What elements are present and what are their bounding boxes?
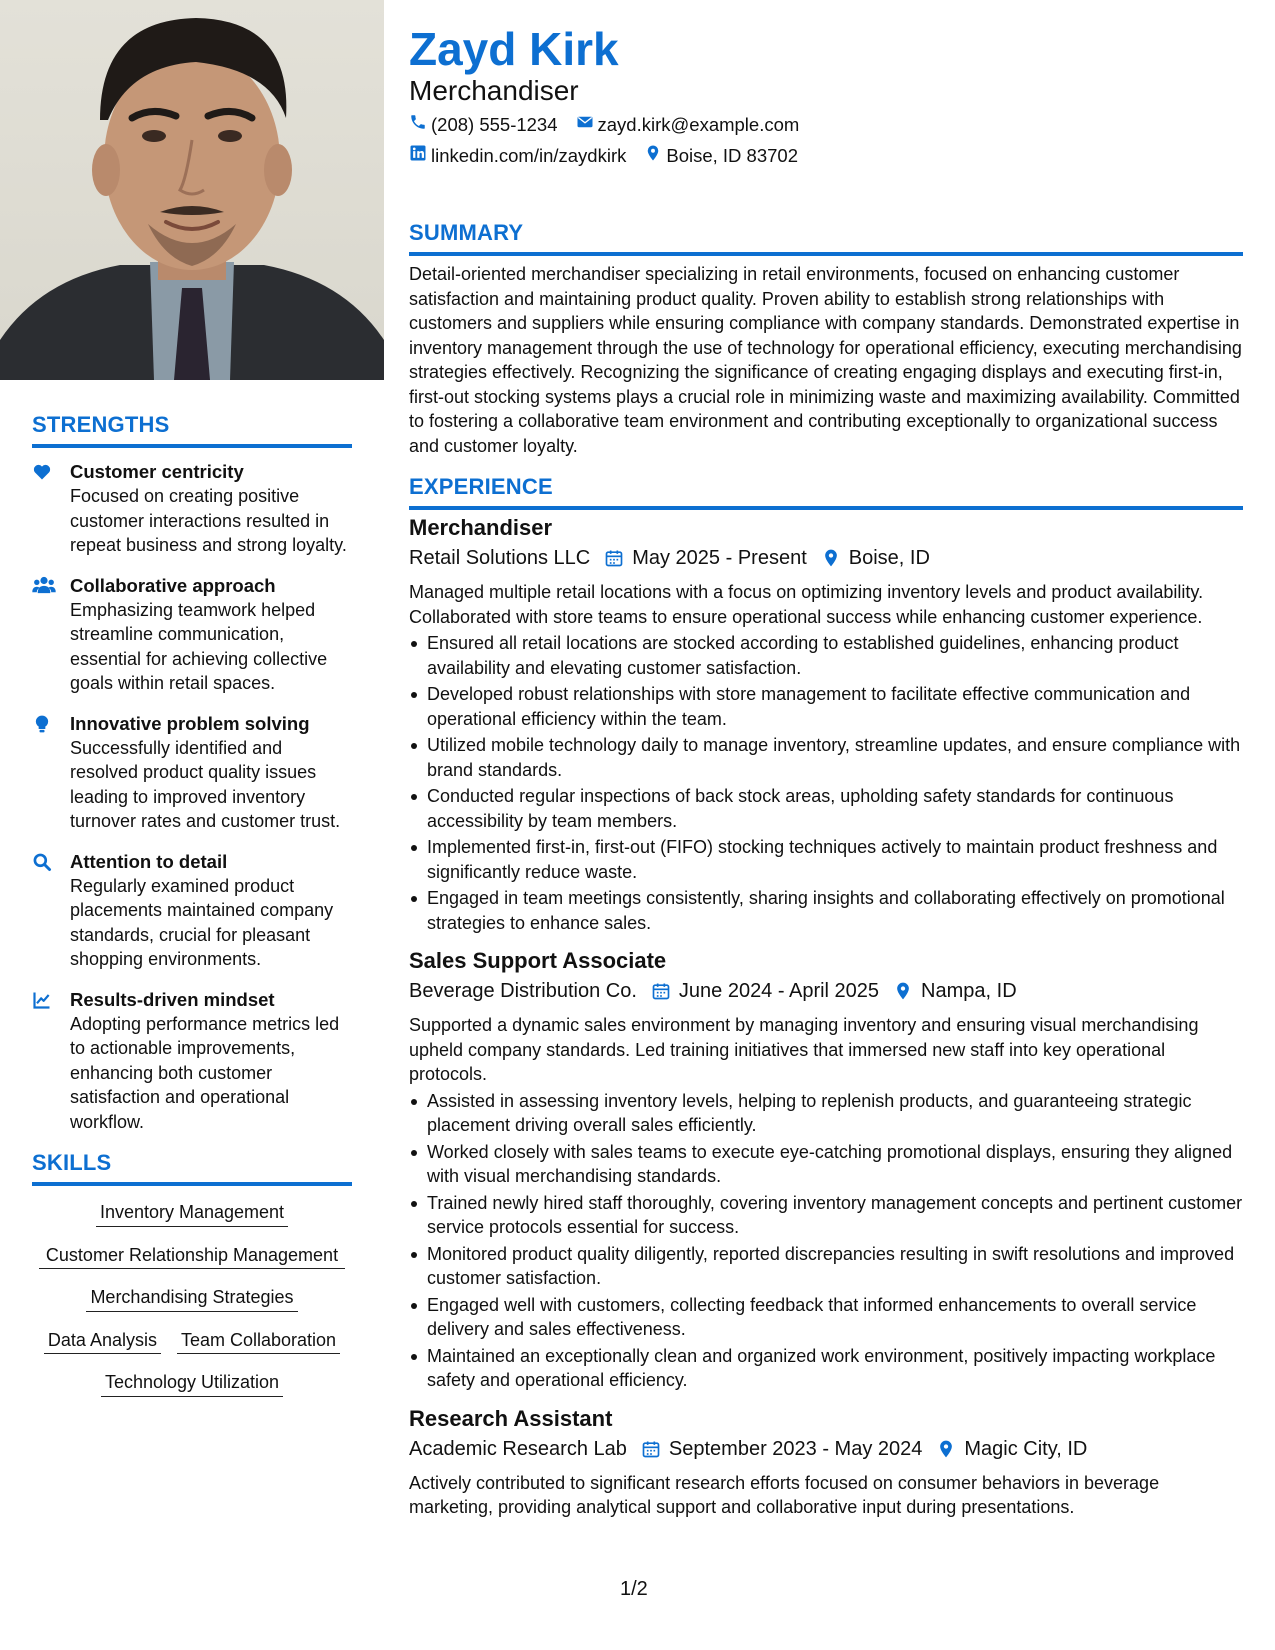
strengths-list xyxy=(32,460,352,1134)
bullet-item: Engaged well with customers, collecting feedback that informed enhancements to overall service delivery and sales effectiveness. xyxy=(409,1293,1243,1342)
strength-description: Emphasizing teamwork helped streamline communication, essential for achieving collective goals within retail spaces. xyxy=(70,599,328,693)
lightbulb-icon xyxy=(32,714,54,734)
skills-heading: SKILLS xyxy=(32,1150,352,1186)
strength-description: Regularly examined product placements maintained company standards, crucial for pleasant shopping environments. xyxy=(70,875,334,969)
linkedin-icon xyxy=(409,144,427,168)
bullet-item: Engaged in team meetings consistently, sharing insights and collaborating effectively on promotional strategies to enhance sales. xyxy=(409,886,1243,935)
contact-row-2 xyxy=(409,144,798,168)
bullet-item: Monitored product quality diligently, reported discrepancies resulting in swift resolutions and improved customer satisfaction. xyxy=(409,1242,1243,1291)
job-bullets xyxy=(409,1089,1243,1393)
strength-title: Innovative problem solving xyxy=(70,712,310,734)
calendar-icon xyxy=(641,1439,661,1459)
company-name: Beverage Distribution Co. xyxy=(409,980,637,1002)
strength-description: Focused on creating positive customer interactions resulted in repeat business and strong loyalty. xyxy=(70,486,347,555)
profile-photo xyxy=(0,0,384,380)
strength-item xyxy=(32,850,352,972)
calendar-icon xyxy=(604,548,624,568)
job-bullets xyxy=(409,631,1243,935)
contact-row-1 xyxy=(409,113,799,137)
summary-text: Detail-oriented merchandiser specializing in retail environments, focused on enhancing customer satisfaction and maintaining product quality. Proven ability to establish strong relationships with customers and suppliers while ensuring compliance with company standards. Demonstrated expertise in inventory management through the use of technology for operational efficiency, executing merchandising strategies effectively. Recognizing the significance of creating engaging displays and executing first-in, first-out stocking systems plays a crucial role in minimizing waste and maximizing availability. Committed to fostering a collaborative team environment and contributing exceptionally to organizational success and customer loyalty. xyxy=(409,264,1242,456)
experience-heading: EXPERIENCE xyxy=(409,474,1243,510)
chart-line-icon xyxy=(32,990,54,1010)
email-icon xyxy=(576,113,594,137)
map-pin-icon xyxy=(893,981,913,1001)
bullet-item: Developed robust relationships with store management to facilitate effective communication and operational efficiency within the team. xyxy=(409,682,1243,731)
job-meta xyxy=(409,544,1243,572)
job-title: Sales Support Associate xyxy=(409,948,667,973)
bullet-item: Ensured all retail locations are stocked according to established guidelines, enhancing product availability and elevating customer satisfaction. xyxy=(409,631,1243,680)
strength-item xyxy=(32,712,352,834)
job-entry xyxy=(409,1405,1243,1520)
strength-title: Results-driven mindset xyxy=(70,988,275,1010)
experience-list xyxy=(409,514,1243,1532)
job-dates: September 2023 - May 2024 xyxy=(668,1437,923,1460)
job-entry xyxy=(409,947,1243,1393)
bullet-item: Implemented first-in, first-out (FIFO) stocking techniques actively to maintain product freshness and significantly reduce waste. xyxy=(409,835,1243,884)
company-name: Retail Solutions LLC xyxy=(409,547,591,569)
page-number: 1/2 xyxy=(620,1578,648,1600)
email-address[interactable]: zayd.kirk@example.com xyxy=(597,114,800,135)
strengths-heading: STRENGTHS xyxy=(32,412,352,448)
company-name: Academic Research Lab xyxy=(409,1437,627,1460)
strength-description: Successfully identified and resolved product quality issues leading to improved inventory turnover rates and customer trust. xyxy=(70,737,341,831)
phone-icon xyxy=(409,113,427,137)
job-description: Managed multiple retail locations with a focus on optimizing inventory levels and product availability. Collaborated with store teams to ensure operational success while enhancing customer experience. xyxy=(409,582,1204,627)
bullet-item: Utilized mobile technology daily to manage inventory, streamline updates, and ensure compliance with brand standards. xyxy=(409,733,1243,782)
linkedin-contact[interactable] xyxy=(409,144,626,168)
skill-tag: Data Analysis xyxy=(44,1328,161,1355)
candidate-name: Zayd Kirk xyxy=(409,23,619,75)
calendar-icon xyxy=(651,981,671,1001)
search-icon xyxy=(32,852,54,872)
job-location: Magic City, ID xyxy=(964,1437,1088,1460)
job-title: Merchandiser xyxy=(409,515,553,540)
skill-tag: Customer Relationship Management xyxy=(39,1243,345,1270)
job-entry xyxy=(409,514,1243,935)
strength-item xyxy=(32,988,352,1135)
left-content xyxy=(32,412,352,1413)
strength-title: Customer centricity xyxy=(70,461,244,482)
job-title: Research Assistant xyxy=(409,1405,613,1431)
skills-list xyxy=(32,1200,352,1397)
summary-heading: SUMMARY xyxy=(409,220,1243,256)
email-contact[interactable] xyxy=(576,113,800,137)
bullet-item: Assisted in assessing inventory levels, helping to replenish products, and guaranteeing strategic placement driving overall sales efficiently. xyxy=(409,1089,1243,1138)
strength-item xyxy=(32,574,352,696)
bullet-item: Worked closely with sales teams to execute eye-catching promotional displays, ensuring they aligned with visual merchandising standards. xyxy=(409,1140,1243,1189)
phone-contact xyxy=(409,113,558,137)
map-pin-icon xyxy=(644,144,662,168)
strength-title: Collaborative approach xyxy=(70,574,276,596)
strength-title: Attention to detail xyxy=(70,850,228,872)
bullet-item: Conducted regular inspections of back stock areas, upholding safety standards for continuous accessibility by team members. xyxy=(409,784,1243,833)
skill-tag: Merchandising Strategies xyxy=(86,1285,297,1312)
candidate-title: Merchandiser xyxy=(409,75,579,106)
location-contact xyxy=(644,144,798,168)
linkedin-url[interactable]: linkedin.com/in/zaydkirk xyxy=(431,145,627,166)
strength-item xyxy=(32,460,352,558)
job-dates: May 2025 - Present xyxy=(632,547,807,569)
bullet-item: Maintained an exceptionally clean and organized work environment, positively impacting workplace safety and operational efficiency. xyxy=(409,1344,1243,1393)
job-description: Actively contributed to significant research efforts focused on consumer behaviors in beverage marketing, providing analytical support and collaborative input during presentations. xyxy=(409,1472,1160,1517)
skill-tag: Team Collaboration xyxy=(177,1328,340,1355)
job-meta xyxy=(409,977,1243,1005)
users-icon xyxy=(32,576,54,596)
map-pin-icon xyxy=(821,548,841,568)
job-location: Boise, ID xyxy=(848,547,930,569)
job-description: Supported a dynamic sales environment by managing inventory and ensuring visual merchandising upheld company standards. Led training initiatives that immersed new staff into key operational protocols. xyxy=(409,1015,1199,1084)
skill-tag: Technology Utilization xyxy=(101,1370,283,1397)
bullet-item: Trained newly hired staff thoroughly, covering inventory management concepts and pertinent customer service protocols essential for success. xyxy=(409,1191,1243,1240)
strength-description: Adopting performance metrics led to actionable improvements, enhancing both customer satisfaction and operational workflow. xyxy=(70,1013,340,1132)
phone-number: (208) 555-1234 xyxy=(431,114,558,135)
skill-tag: Inventory Management xyxy=(96,1200,288,1227)
left-column xyxy=(0,0,384,1650)
job-location: Nampa, ID xyxy=(921,980,1017,1002)
job-dates: June 2024 - April 2025 xyxy=(678,980,880,1002)
map-pin-icon xyxy=(936,1439,956,1459)
heart-icon xyxy=(32,462,54,482)
job-meta xyxy=(409,1435,1243,1463)
location-text: Boise, ID 83702 xyxy=(666,145,799,166)
